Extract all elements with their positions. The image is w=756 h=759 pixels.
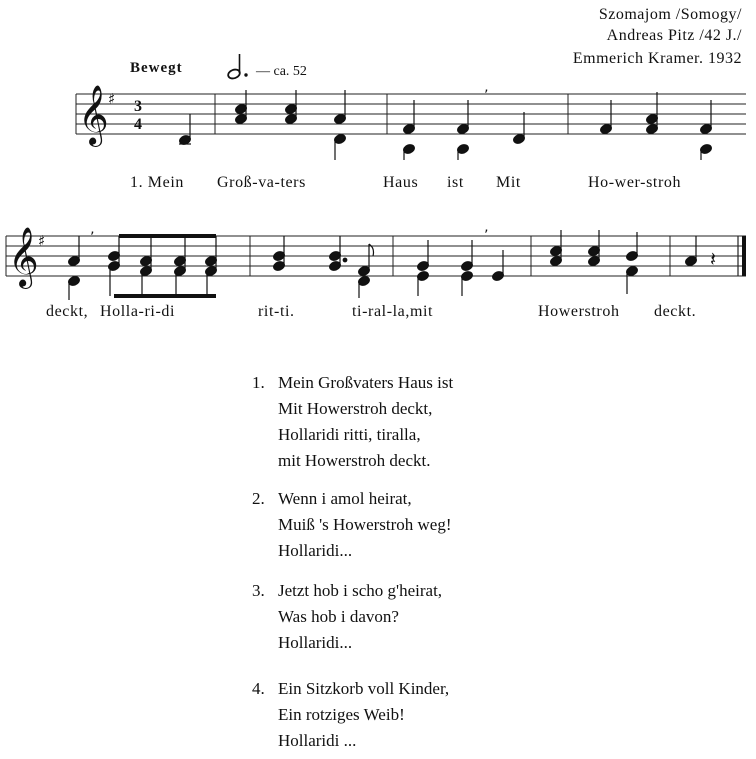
svg-text:𝄽: 𝄽 (710, 247, 717, 271)
svg-text:𝄞: 𝄞 (78, 85, 109, 145)
lyric-syllable: Ho-wer-stroh (588, 174, 682, 191)
treble-clef-icon (78, 85, 109, 147)
verse-line: Mit Howerstroh deckt, (278, 399, 433, 418)
verse-number: 4. (252, 679, 265, 698)
verse-line: Hollaridi... (278, 633, 353, 652)
svg-text:4: 4 (134, 116, 142, 133)
verse-line: Wenn i amol heirat, (278, 489, 412, 508)
verse-number: 1. (252, 373, 265, 392)
verse-line: Ein rotziges Weib! (278, 705, 405, 724)
lyric-syllable: 1. Mein (130, 174, 184, 191)
notes-system-1 (178, 90, 712, 160)
lyric-syllable: Howerstroh (538, 303, 620, 320)
metronome-marking: — ca. 52 (256, 64, 307, 79)
verse-line: Muiß 's Howerstroh weg! (278, 515, 452, 534)
verse-number: 3. (252, 581, 265, 600)
lyric-syllable: Mit (496, 174, 521, 191)
notes-system-2 (67, 230, 697, 300)
verse-line: Hollaridi ritti, tiralla, (278, 425, 421, 444)
svg-text:♯: ♯ (38, 232, 46, 250)
lyric-syllable: Holla-ri-di (100, 303, 176, 320)
lyric-syllable: deckt, (46, 303, 89, 320)
verse-number: 2. (252, 489, 265, 508)
verse-line: Ein Sitzkorb voll Kinder, (278, 679, 450, 698)
source-location: Szomajom /Somogy/ (598, 6, 742, 23)
quarter-rest-icon (710, 247, 716, 271)
lyric-syllable: ti-ral-la,mit (352, 303, 434, 320)
lyric-syllable: deckt. (654, 303, 697, 320)
verse-line: Mein Großvaters Haus ist (278, 373, 454, 392)
staff-system-2 (0, 210, 756, 300)
treble-clef-icon (8, 227, 39, 289)
source-collector: Emmerich Kramer. 1932 (572, 50, 742, 67)
breath-mark-icon (484, 88, 488, 104)
tempo-marking: Bewegt (130, 60, 183, 76)
lyric-syllable: Haus (383, 174, 419, 191)
svg-text:’: ’ (484, 88, 489, 104)
key-signature-sharp-icon (108, 90, 115, 108)
verse-line: Was hob i davon? (278, 607, 399, 626)
svg-text:𝄞: 𝄞 (8, 227, 39, 287)
svg-text:3: 3 (134, 98, 142, 115)
svg-text:♯: ♯ (108, 90, 116, 108)
lyric-syllable: ist (447, 174, 464, 191)
verse-line: Jetzt hob i scho g'heirat, (278, 581, 443, 600)
time-signature (134, 98, 142, 133)
lyric-syllable: Groß-va-ters (217, 174, 306, 191)
verse-line: mit Howerstroh deckt. (278, 451, 431, 470)
svg-text:’: ’ (484, 228, 489, 244)
verse-line: Hollaridi ... (278, 731, 357, 750)
staff-system-1 (0, 70, 756, 160)
source-singer: Andreas Pitz /42 J./ (606, 27, 742, 44)
lyric-syllable: rit-ti. (258, 303, 295, 320)
verse-line: Hollaridi... (278, 541, 353, 560)
svg-text:’: ’ (90, 230, 95, 246)
key-signature-sharp-icon (38, 232, 45, 250)
